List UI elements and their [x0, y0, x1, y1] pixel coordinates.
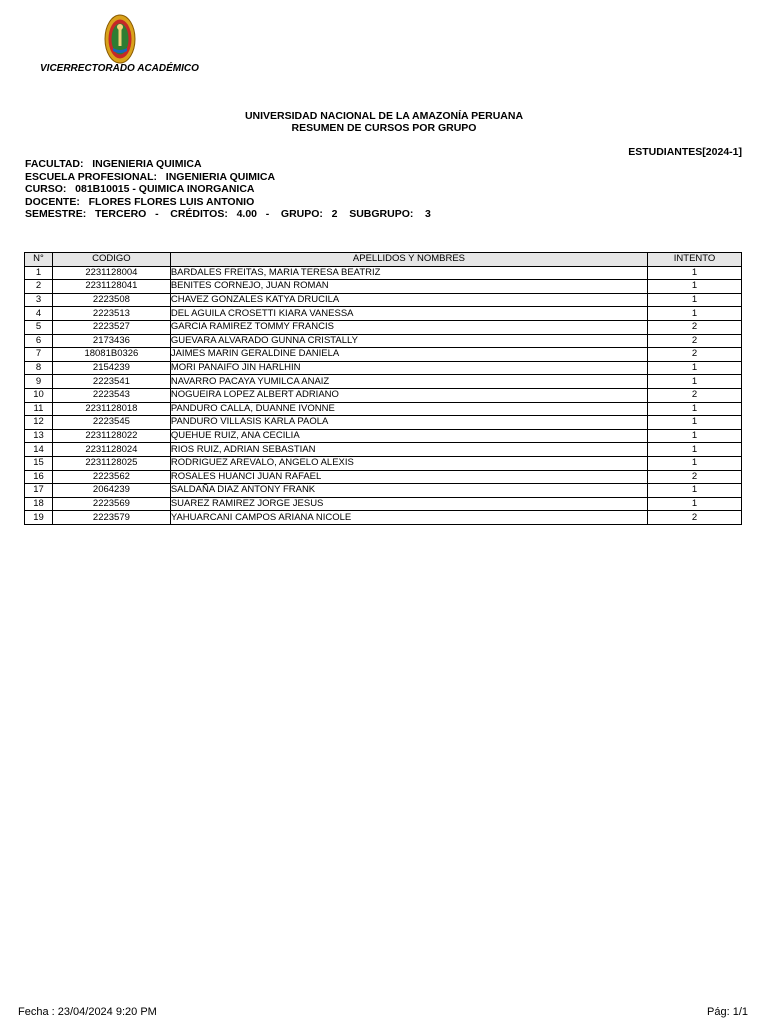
- row-attempt: 1: [648, 429, 742, 443]
- table-row: [25, 470, 742, 484]
- row-code: 2231128024: [52, 443, 170, 457]
- row-code: 2223508: [52, 293, 170, 307]
- row-code: 2223513: [52, 307, 170, 321]
- table-row: [25, 416, 742, 430]
- row-name: SALDAÑA DIAZ ANTONY FRANK: [170, 484, 647, 498]
- table-row: [25, 484, 742, 498]
- row-attempt: 2: [648, 511, 742, 525]
- row-number: 6: [25, 334, 53, 348]
- row-number: 2: [25, 280, 53, 294]
- row-code: 2223541: [52, 375, 170, 389]
- row-number: 18: [25, 497, 53, 511]
- header-names: APELLIDOS Y NOMBRES: [170, 253, 647, 267]
- row-attempt: 2: [648, 320, 742, 334]
- table-row: [25, 511, 742, 525]
- row-code: 2223562: [52, 470, 170, 484]
- row-number: 14: [25, 443, 53, 457]
- row-name: ROSALES HUANCI JUAN RAFAEL: [170, 470, 647, 484]
- row-name: SUAREZ RAMIREZ JORGE JESUS: [170, 497, 647, 511]
- row-attempt: 2: [648, 388, 742, 402]
- row-code: 18081B0326: [52, 348, 170, 362]
- row-code: 2154239: [52, 361, 170, 375]
- row-code: 2223579: [52, 511, 170, 525]
- course-info-block: [25, 158, 431, 221]
- row-code: 2223569: [52, 497, 170, 511]
- row-number: 7: [25, 348, 53, 362]
- row-attempt: 1: [648, 266, 742, 280]
- row-code: 2173436: [52, 334, 170, 348]
- row-name: JAIMES MARIN GERALDINE DANIELA: [170, 348, 647, 362]
- row-number: 17: [25, 484, 53, 498]
- row-code: 2223545: [52, 416, 170, 430]
- row-number: 3: [25, 293, 53, 307]
- table-row: [25, 293, 742, 307]
- row-attempt: 1: [648, 375, 742, 389]
- row-name: GUEVARA ALVARADO GUNNA CRISTALLY: [170, 334, 647, 348]
- facultad-line: FACULTAD: INGENIERIA QUIMICA: [25, 158, 202, 170]
- row-number: 15: [25, 456, 53, 470]
- table-row: [25, 334, 742, 348]
- header-number: N°: [25, 253, 53, 267]
- row-name: BARDALES FREITAS, MARIA TERESA BEATRIZ: [170, 266, 647, 280]
- row-name: GARCIA RAMIREZ TOMMY FRANCIS: [170, 320, 647, 334]
- report-title: RESUMEN DE CURSOS POR GRUPO: [291, 122, 477, 134]
- table-row: [25, 497, 742, 511]
- row-name: RIOS RUIZ, ADRIAN SEBASTIAN: [170, 443, 647, 457]
- table-row: [25, 388, 742, 402]
- row-code: 2223543: [52, 388, 170, 402]
- escuela-line: ESCUELA PROFESIONAL: INGENIERIA QUIMICA: [25, 170, 276, 183]
- row-attempt: 1: [648, 443, 742, 457]
- row-number: 1: [25, 266, 53, 280]
- table-row: [25, 320, 742, 334]
- row-code: 2231128025: [52, 456, 170, 470]
- row-name: MORI PANAIFO JIN HARLHIN: [170, 361, 647, 375]
- row-number: 16: [25, 470, 53, 484]
- header-attempt: INTENTO: [648, 253, 742, 267]
- table-row: [25, 429, 742, 443]
- university-seal-logo: [104, 14, 136, 64]
- row-attempt: 1: [648, 307, 742, 321]
- row-name: NOGUEIRA LOPEZ ALBERT ADRIANO: [170, 388, 647, 402]
- students-period-label: ESTUDIANTES[2024-1]: [628, 146, 742, 158]
- row-code: 2231128041: [52, 280, 170, 294]
- row-number: 9: [25, 375, 53, 389]
- row-name: PANDURO CALLA, DUANNE IVONNE: [170, 402, 647, 416]
- table-row: [25, 307, 742, 321]
- docente-line: DOCENTE: FLORES FLORES LUIS ANTONIO: [25, 195, 255, 208]
- footer-page-number: Pág: 1/1: [707, 1006, 748, 1018]
- row-attempt: 1: [648, 402, 742, 416]
- table-row: [25, 266, 742, 280]
- row-name: DEL AGUILA CROSETTI KIARA VANESSA: [170, 307, 647, 321]
- row-attempt: 2: [648, 334, 742, 348]
- students-table: [24, 252, 742, 525]
- vicerrectorado-label: VICERRECTORADO ACADÉMICO: [40, 63, 199, 74]
- row-number: 8: [25, 361, 53, 375]
- semestre-line: SEMESTRE: TERCERO - CRÉDITOS: 4.00 - GRUPO: 2 SUBGRUPO: 3: [25, 208, 431, 220]
- row-attempt: 1: [648, 416, 742, 430]
- row-number: 12: [25, 416, 53, 430]
- row-attempt: 1: [648, 497, 742, 511]
- row-name: NAVARRO PACAYA YUMILCA ANAIZ: [170, 375, 647, 389]
- table-row: [25, 375, 742, 389]
- table-header-row: [25, 253, 742, 267]
- row-name: QUEHUE RUIZ, ANA CECILIA: [170, 429, 647, 443]
- row-code: 2231128022: [52, 429, 170, 443]
- row-attempt: 2: [648, 470, 742, 484]
- row-attempt: 1: [648, 484, 742, 498]
- row-code: 2223527: [52, 320, 170, 334]
- row-name: PANDURO VILLASIS KARLA PAOLA: [170, 416, 647, 430]
- row-attempt: 1: [648, 361, 742, 375]
- table-row: [25, 361, 742, 375]
- row-attempt: 1: [648, 456, 742, 470]
- curso-line: CURSO: 081B10015 - QUIMICA INORGANICA: [25, 183, 255, 195]
- footer-date: Fecha : 23/04/2024 9:20 PM: [18, 1006, 157, 1018]
- row-attempt: 2: [648, 348, 742, 362]
- row-name: YAHUARCANI CAMPOS ARIANA NICOLE: [170, 511, 647, 525]
- table-row: [25, 280, 742, 294]
- table-row: [25, 456, 742, 470]
- row-name: BENITES CORNEJO, JUAN ROMAN: [170, 280, 647, 294]
- row-code: 2064239: [52, 484, 170, 498]
- table-row: [25, 348, 742, 362]
- row-number: 5: [25, 320, 53, 334]
- row-number: 13: [25, 429, 53, 443]
- header-code: CODIGO: [52, 253, 170, 267]
- row-number: 4: [25, 307, 53, 321]
- row-code: 2231128004: [52, 266, 170, 280]
- row-attempt: 1: [648, 293, 742, 307]
- table-row: [25, 402, 742, 416]
- row-number: 19: [25, 511, 53, 525]
- row-number: 11: [25, 402, 53, 416]
- row-number: 10: [25, 388, 53, 402]
- row-name: RODRIGUEZ AREVALO, ANGELO ALEXIS: [170, 456, 647, 470]
- row-code: 2231128018: [52, 402, 170, 416]
- row-name: CHAVEZ GONZALES KATYA DRUCILA: [170, 293, 647, 307]
- university-title: UNIVERSIDAD NACIONAL DE LA AMAZONÍA PERUANA: [244, 110, 524, 122]
- table-row: [25, 443, 742, 457]
- row-attempt: 1: [648, 280, 742, 294]
